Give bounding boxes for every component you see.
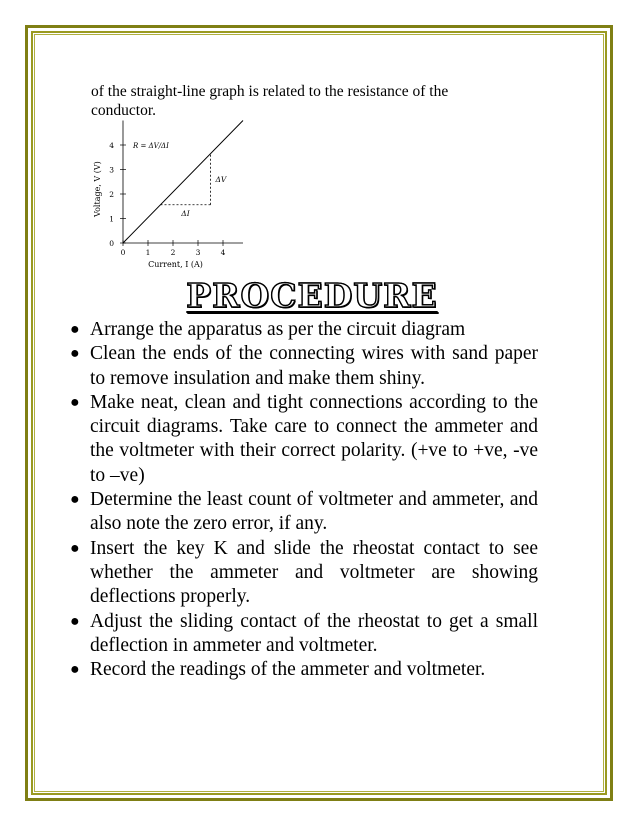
bullet-icon: ● xyxy=(70,393,80,411)
y-tick-label: 2 xyxy=(109,190,114,199)
procedure-heading xyxy=(0,276,638,315)
delta-i-label: ΔI xyxy=(181,208,190,218)
x-axis-label: Current, I (A) xyxy=(148,260,203,269)
bullet-icon: ● xyxy=(70,491,80,509)
y-tick-label: 4 xyxy=(109,141,114,150)
formula-label: R = ΔV/ΔI xyxy=(133,142,169,150)
procedure-step-text: Adjust the sliding contact of the rheostat to get a small deflection in ammeter and voltmeter. xyxy=(90,610,538,656)
procedure-step-text: Make neat, clean and tight connections according to the circuit diagrams. Take care to connect the ammeter and the voltmeter with their correct polarity. (+ve to +ve, -ve to –ve) xyxy=(90,391,538,486)
bullet-icon: ● xyxy=(70,321,80,338)
bullet-icon: ● xyxy=(70,345,80,363)
procedure-step xyxy=(70,610,538,659)
bullet-icon: ● xyxy=(70,539,80,557)
x-tick-label: 3 xyxy=(195,248,201,257)
y-axis-label: Voltage, V (V) xyxy=(93,161,102,217)
procedure-step-text: Clean the ends of the connecting wires with sand paper to remove insulation and make them shiny. xyxy=(90,343,538,389)
x-tick-label: 2 xyxy=(170,248,176,257)
procedure-step-text: Determine the least count of voltmeter and ammeter, and also note the zero error, if any. xyxy=(90,489,538,535)
x-tick-label: 0 xyxy=(120,248,126,257)
procedure-step-text: Record the readings of the ammeter and voltmeter. xyxy=(90,659,486,681)
procedure-step xyxy=(70,537,538,610)
procedure-heading-text: PROCEDURE xyxy=(186,276,438,315)
x-tick-label: 1 xyxy=(145,248,151,257)
delta-v-label: ΔV xyxy=(215,175,227,185)
vi-graph xyxy=(82,115,257,275)
procedure-step-text: Insert the key K and slide the rheostat contact to see whether the ammeter and voltmeter are showing deflections properly. xyxy=(90,537,538,608)
procedure-step xyxy=(70,658,538,682)
procedure-step-text: Arrange the apparatus as per the circuit diagram xyxy=(90,319,466,340)
x-tick-label: 4 xyxy=(220,248,226,257)
bullet-icon: ● xyxy=(70,661,80,679)
procedure-step xyxy=(70,318,538,342)
procedure-step xyxy=(70,391,538,488)
intro-paragraph: of the straight-line graph is related to the resistance of the conductor. xyxy=(91,83,449,119)
procedure-step xyxy=(70,488,538,537)
y-tick-label: 0 xyxy=(109,239,114,248)
bullet-icon: ● xyxy=(70,612,80,630)
y-tick-label: 3 xyxy=(109,165,114,175)
procedure-step xyxy=(70,342,538,391)
procedure-list xyxy=(70,318,538,682)
y-tick-label: 1 xyxy=(109,214,114,224)
